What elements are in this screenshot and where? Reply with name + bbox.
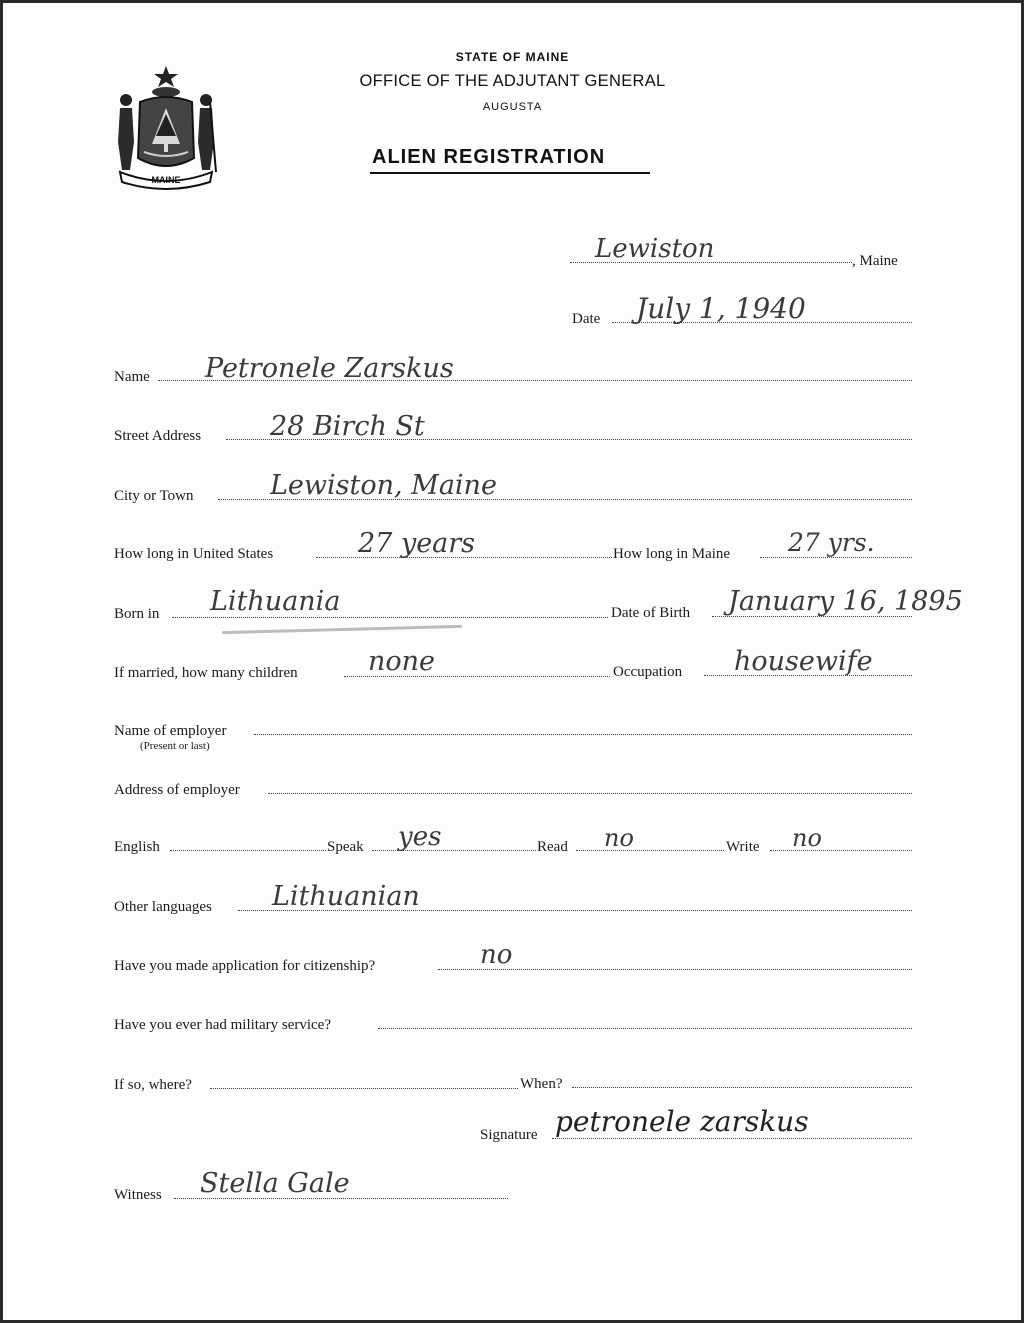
employer-address-line (268, 793, 912, 794)
other-languages-label: Other languages (114, 899, 212, 915)
witness-label: Witness (114, 1187, 162, 1203)
how-long-maine-line (760, 557, 912, 558)
employer-label: Name of employer (114, 723, 227, 739)
speak-entry: yes (398, 822, 442, 852)
employer-address-label: Address of employer (114, 782, 240, 798)
other-languages-entry: Lithuanian (272, 881, 420, 912)
when-line (572, 1087, 912, 1088)
signature-label: Signature (480, 1127, 538, 1143)
speak-label: Speak (327, 839, 364, 855)
witness-entry: Stella Gale (200, 1168, 350, 1199)
born-in-entry: Lithuania (210, 586, 341, 617)
form-title: ALIEN REGISTRATION (372, 146, 606, 168)
place-suffix-label: , Maine (852, 253, 898, 269)
speak-line (372, 850, 536, 851)
date-label: Date (572, 311, 601, 327)
employer-line (254, 734, 912, 735)
state-heading: STATE OF MAINE (455, 50, 570, 64)
city-entry: Lewiston, Maine (270, 470, 497, 501)
office-heading: OFFICE OF THE ADJUTANT GENERAL (359, 72, 666, 90)
dob-entry: January 16, 1895 (728, 586, 963, 617)
born-in-label: Born in (114, 606, 160, 622)
how-long-us-entry: 27 years (358, 528, 476, 559)
where-line (210, 1088, 518, 1089)
date-entry: July 1, 1940 (636, 292, 806, 325)
citizenship-label: Have you made application for citizenship? (114, 958, 376, 974)
occupation-entry: housewife (734, 646, 873, 677)
citizenship-entry: no (480, 940, 513, 970)
signature-line (552, 1138, 912, 1139)
english-label: English (114, 839, 160, 855)
street-address-label: Street Address (114, 428, 202, 444)
occupation-label: Occupation (613, 664, 683, 680)
name-label: Name (114, 369, 150, 385)
military-service-label: Have you ever had military service? (114, 1017, 331, 1033)
born-in-line (172, 617, 608, 618)
children-entry: none (368, 646, 436, 677)
dob-label: Date of Birth (611, 605, 691, 621)
street-entry: 28 Birch St (270, 411, 425, 442)
employer-sub-label: (Present or last) (140, 740, 210, 752)
title-underline (370, 172, 650, 174)
signature-entry: petronele zarskus (555, 1105, 809, 1138)
pencil-mark (222, 625, 462, 634)
state-seal-emblem (110, 62, 222, 192)
how-long-us-label: How long in United States (114, 546, 274, 562)
military-service-line (378, 1028, 912, 1029)
seal-banner-text: MAINE (151, 175, 181, 185)
english-line (170, 850, 326, 851)
read-label: Read (537, 839, 568, 855)
write-entry: no (792, 824, 822, 852)
name-entry: Petronele Zarskus (205, 353, 454, 384)
city-label: City or Town (114, 488, 194, 504)
when-label: When? (520, 1076, 563, 1092)
write-label: Write (726, 839, 760, 855)
city-heading: AUGUSTA (482, 101, 543, 113)
read-line (576, 850, 724, 851)
place-entry: Lewiston (595, 234, 715, 264)
where-label: If so, where? (114, 1077, 192, 1093)
how-long-maine-label: How long in Maine (613, 546, 731, 562)
how-long-maine-entry: 27 yrs. (788, 528, 875, 557)
children-label: If married, how many children (114, 665, 298, 681)
read-entry: no (604, 824, 634, 852)
